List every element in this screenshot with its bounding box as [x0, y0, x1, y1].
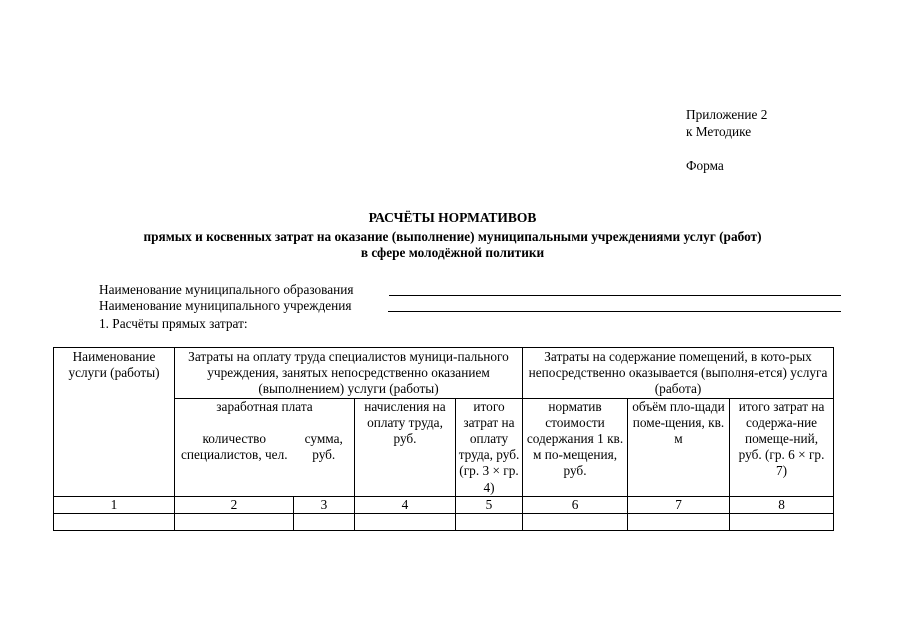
table-cell[interactable] — [456, 514, 523, 531]
header-service-name: Наименование услуги (работы) — [54, 348, 175, 497]
column-number: 5 — [456, 496, 523, 513]
institution-label: Наименование муниципального учреждения — [99, 298, 352, 313]
table-cell[interactable] — [523, 514, 628, 531]
column-number: 7 — [628, 496, 730, 513]
appendix-number: Приложение 2 — [686, 107, 768, 122]
table-cell[interactable] — [294, 514, 355, 531]
table-cell[interactable] — [730, 514, 834, 531]
header-salary-sum: сумма, руб. — [294, 431, 355, 496]
table-cell[interactable] — [628, 514, 730, 531]
institution-field — [99, 298, 351, 314]
municipality-fill-line[interactable] — [389, 295, 841, 296]
column-numbers-row — [54, 496, 834, 513]
table-cell[interactable] — [175, 514, 294, 531]
table-header-row-1 — [54, 348, 834, 399]
appendix-reference: к Методике — [686, 124, 752, 139]
header-labor-total: итого затрат на оплату труда, руб. (гр. 3 × гр. 4) — [456, 398, 523, 496]
municipality-field — [99, 282, 354, 298]
column-number: 8 — [730, 496, 834, 513]
document-title: РАСЧЁТЫ НОРМАТИВОВ — [368, 210, 537, 225]
direct-costs-table — [53, 347, 834, 531]
header-specialist-count: количество специалистов, чел. — [175, 431, 294, 496]
header-area: объём пло-щади поме-щения, кв. м — [628, 398, 730, 496]
section-heading: 1. Расчёты прямых затрат: — [99, 316, 248, 331]
document-subtitle-line2: в сфере молодёжной политики — [360, 245, 545, 260]
column-number: 2 — [175, 496, 294, 513]
header-labor-costs: Затраты на оплату труда специалистов муници-пального учреждения, занятых непосредственно оказанием (выполнением) услуги (работы) — [175, 348, 523, 399]
institution-fill-line[interactable] — [388, 311, 841, 312]
table-cell[interactable] — [54, 514, 175, 531]
appendix-block — [686, 106, 767, 174]
form-label: Форма — [686, 158, 724, 173]
header-premises-costs: Затраты на содержание помещений, в кото-рых непосредственно оказывается (выполня-ется) услуга (работа) — [523, 348, 834, 399]
column-number: 1 — [54, 496, 175, 513]
column-number: 4 — [355, 496, 456, 513]
table-row — [54, 514, 834, 531]
column-number: 6 — [523, 496, 628, 513]
municipality-label: Наименование муниципального образования — [99, 282, 354, 297]
table-cell[interactable] — [355, 514, 456, 531]
header-premises-total: итого затрат на содержа-ние помеще-ний, руб. (гр. 6 × гр. 7) — [730, 398, 834, 496]
header-accruals: начисления на оплату труда, руб. — [355, 398, 456, 496]
header-cost-per-sqm: норматив стоимости содержания 1 кв. м по-мещения, руб. — [523, 398, 628, 496]
header-salary: заработная плата — [175, 398, 355, 431]
column-number: 3 — [294, 496, 355, 513]
document-subtitle-line1: прямых и косвенных затрат на оказание (выполнение) муниципальными учреждениями услуг (работ) — [143, 229, 762, 244]
